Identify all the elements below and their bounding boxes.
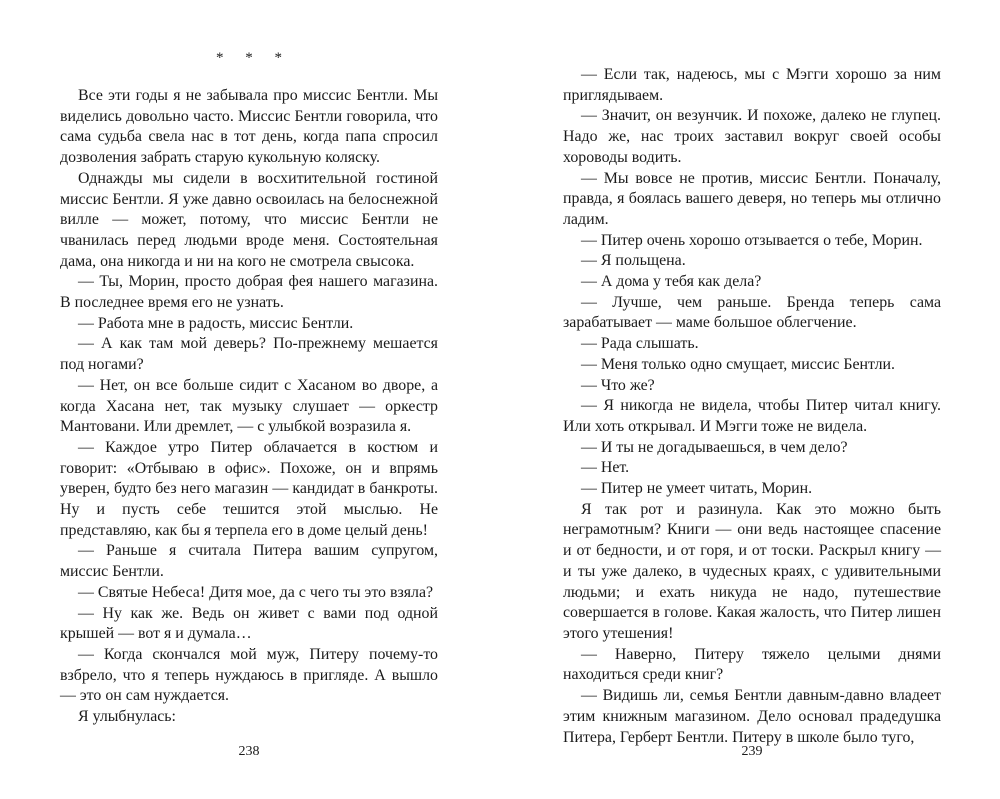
paragraph: — Работа мне в радость, миссис Бентли.: [78, 314, 354, 332]
paragraph: — Видишь ли, семья Бентли давным-давно владеет этим книжным магазином. Дело основал прадедушка Питера, Герберт Бентли. Питеру в школе было туго,: [563, 687, 941, 746]
paragraph: — Наверно, Питеру тяжело целыми днями находиться среди книг?: [563, 645, 941, 684]
paragraph: — Я никогда не видела, чтобы Питер читал книгу. Или хоть открывал. И Мэгги тоже не видела.: [563, 397, 941, 435]
paragraph: Я улыбнулась:: [78, 708, 176, 726]
paragraph: — Питер очень хорошо отзывается о тебе, Морин.: [581, 231, 923, 249]
paragraph: — Меня только одно смущает, миссис Бентли.: [581, 355, 896, 373]
paragraph: — А как там мой деверь? По-прежнему мешается под ногами?: [60, 335, 438, 374]
paragraph: — Святые Небеса! Дитя мое, да с чего ты это взяла?: [78, 583, 434, 601]
right-page-text: [563, 65, 941, 748]
page-number: 238: [238, 744, 260, 759]
paragraph: — Я польщена.: [581, 252, 686, 270]
left-page-text: [60, 86, 438, 728]
paragraph: — Раньше я считала Питера вашим супругом, миссис Бентли.: [60, 542, 438, 581]
page-number: 239: [741, 744, 763, 759]
section-break-ornament: * * *: [216, 50, 291, 66]
paragraph: — Нет.: [581, 459, 630, 477]
paragraph: — Когда скончался мой муж, Питеру почему-то взбрело, что я теперь нуждаюсь в пригляде. А вышло — это он сам нуждается.: [60, 645, 438, 705]
paragraph: — Если так, надеюсь, мы с Мэгги хорошо за ним приглядываем.: [563, 66, 941, 104]
paragraph: — Ты, Морин, просто добрая фея нашего магазина. В последнее время его не узнать.: [60, 273, 438, 312]
paragraph: — Ну как же. Ведь он живет с вами под одной крышей — вот я и думала…: [60, 604, 438, 643]
paragraph: — Мы вовсе не против, миссис Бентли. Поначалу, правда, я боялась вашего деверя, но теперь мы отлично ладим.: [563, 169, 941, 228]
paragraph: — Значит, он везунчик. И похоже, далеко не глупец. Надо же, нас троих заставил вокруг своей особы хороводы водить.: [563, 107, 941, 166]
paragraph: — А дома у тебя как дела?: [581, 273, 762, 291]
paragraph: — Нет, он все больше сидит с Хасаном во дворе, а когда Хасана нет, так музыку слушает — оркестр Мантовани. Или дремлет, — с улыбкой возразила я.: [60, 376, 438, 436]
paragraph: — Питер не умеет читать, Морин.: [581, 480, 813, 498]
paragraph: — Что же?: [581, 376, 655, 394]
paragraph: — Рада слышать.: [581, 335, 699, 353]
right-page: [563, 0, 941, 799]
paragraph: Все эти годы я не забывала про миссис Бентли. Мы виделись довольно часто. Миссис Бентли говорила, что сама судьба свела нас в тот день, когда папа спросил дозволения забрать старую кукольную коляску.: [60, 87, 438, 167]
paragraph: — Каждое утро Питер облачается в костюм и говорит: «Отбываю в офис». Похоже, он и впрямь уверен, будто без него магазин — кандидат в банкроты. Ну и пусть себе тешится этой мыслью. Не представляю, как бы я терпела его в доме целый день!: [60, 438, 438, 539]
paragraph: — И ты не догадываешься, в чем дело?: [581, 438, 848, 456]
paragraph: Я так рот и разинула. Как это можно быть неграмотным? Книги — они ведь настоящее спасение и от бедности, и от горя, и от тоски. Раскрыл книгу — и ты уже далеко, в чудесных краях, с удивительными людьми; и ехать никуда не надо, путешествие совершается в голове. Какая жалость, что Питер лишен этого утешения!: [563, 500, 941, 642]
left-page: [60, 0, 438, 799]
paragraph: Однажды мы сидели в восхитительной гостиной миссис Бентли. Я уже давно освоилась на белоснежной вилле — может, потому, что миссис Бентли не чванилась перед людьми вроде меня. Состоятельная дама, она никогда и ни на кого не смотрела свысока.: [60, 169, 438, 270]
paragraph: — Лучше, чем раньше. Бренда теперь сама зарабатывает — маме большое облегчение.: [563, 293, 941, 332]
